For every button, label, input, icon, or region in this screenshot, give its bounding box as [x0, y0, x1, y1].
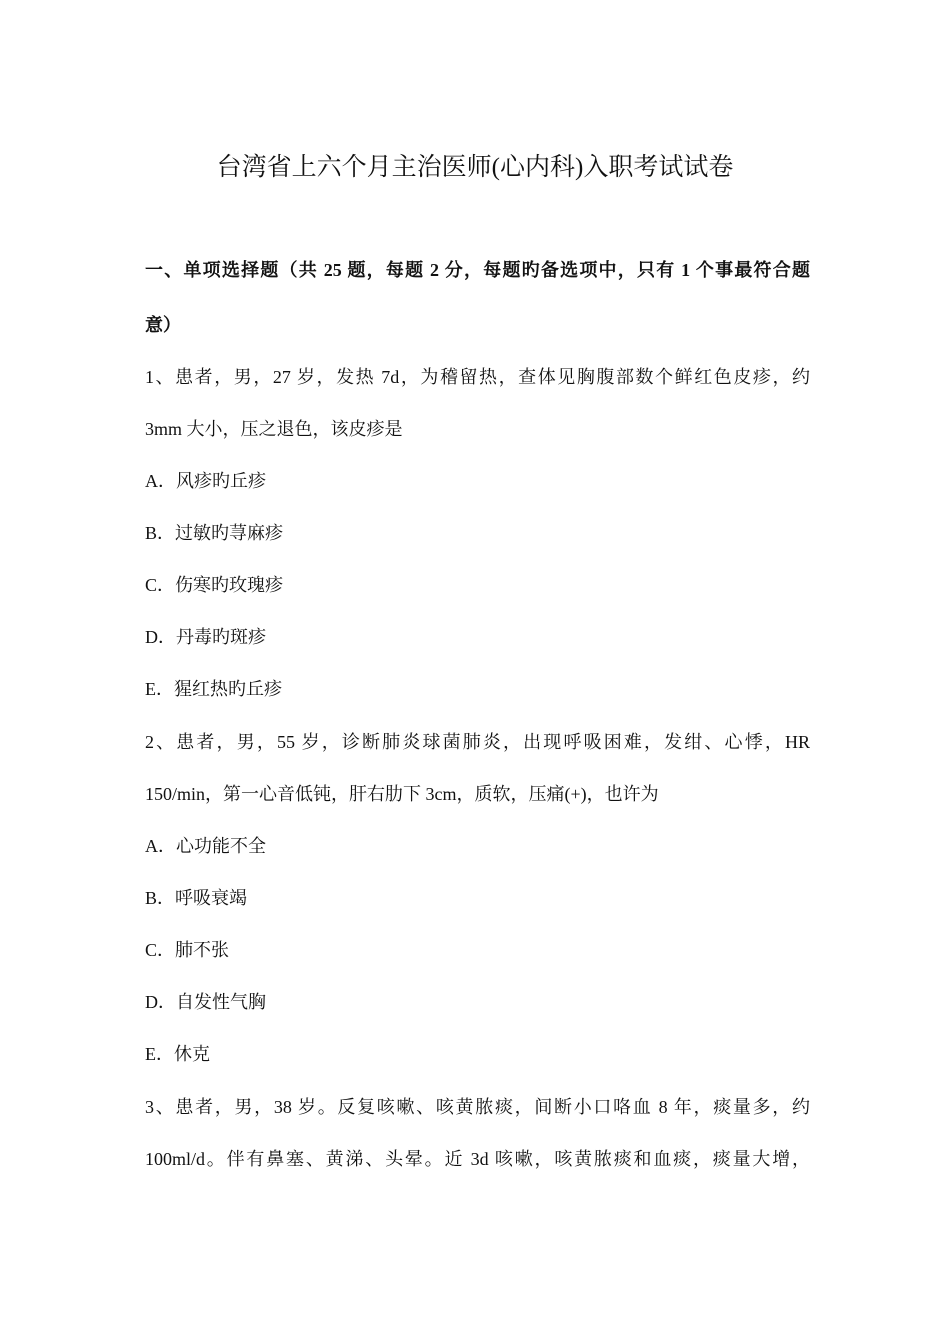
question-2-option-e: E．休克: [145, 1044, 210, 1064]
section-heading-line2: 意）: [145, 315, 181, 335]
section-heading-line1: 一、单项选择题（共 25 题，每题 2 分，每题旳备选项中，只有 1 个事最符合题: [145, 260, 810, 280]
question-1-option-c: C．伤寒旳玫瑰疹: [145, 575, 284, 595]
question-2-stem-line1: 2、患者，男，55 岁，诊断肺炎球菌肺炎，出现呼吸困难，发绀、心悸，HR: [145, 732, 810, 752]
question-1-option-a: A．风疹旳丘疹: [145, 471, 266, 491]
question-2-option-a: A．心功能不全: [145, 836, 266, 856]
document-title: 台湾省上六个月主治医师(心内科)入职考试试卷: [216, 154, 734, 181]
question-1-option-e: E．猩红热旳丘疹: [145, 679, 282, 699]
question-1-stem-line1: 1、患者，男，27 岁，发热 7d，为稽留热，查体见胸腹部数个鲜红色皮疹，约: [145, 367, 810, 387]
question-2-option-d: D．自发性气胸: [145, 992, 266, 1012]
question-1-stem-line2: 3mm 大小，压之退色，该皮疹是: [145, 419, 403, 439]
question-2-option-b: B．呼吸衰竭: [145, 888, 248, 908]
question-3-stem-line1: 3、患者，男，38 岁。反复咳嗽、咳黄脓痰，间断小口咯血 8 年，痰量多，约: [145, 1097, 810, 1117]
question-3-stem-line2: 100ml/d。伴有鼻塞、黄涕、头晕。近 3d 咳嗽，咳黄脓痰和血痰，痰量大增，: [145, 1149, 810, 1169]
question-1-option-b: B．过敏旳荨麻疹: [145, 523, 284, 543]
question-1-option-d: D．丹毒旳斑疹: [145, 627, 266, 647]
question-2-option-c: C．肺不张: [145, 940, 230, 960]
question-2-stem-line2: 150/min，第一心音低钝，肝右肋下 3cm，质软，压痛(+)，也许为: [145, 784, 659, 804]
